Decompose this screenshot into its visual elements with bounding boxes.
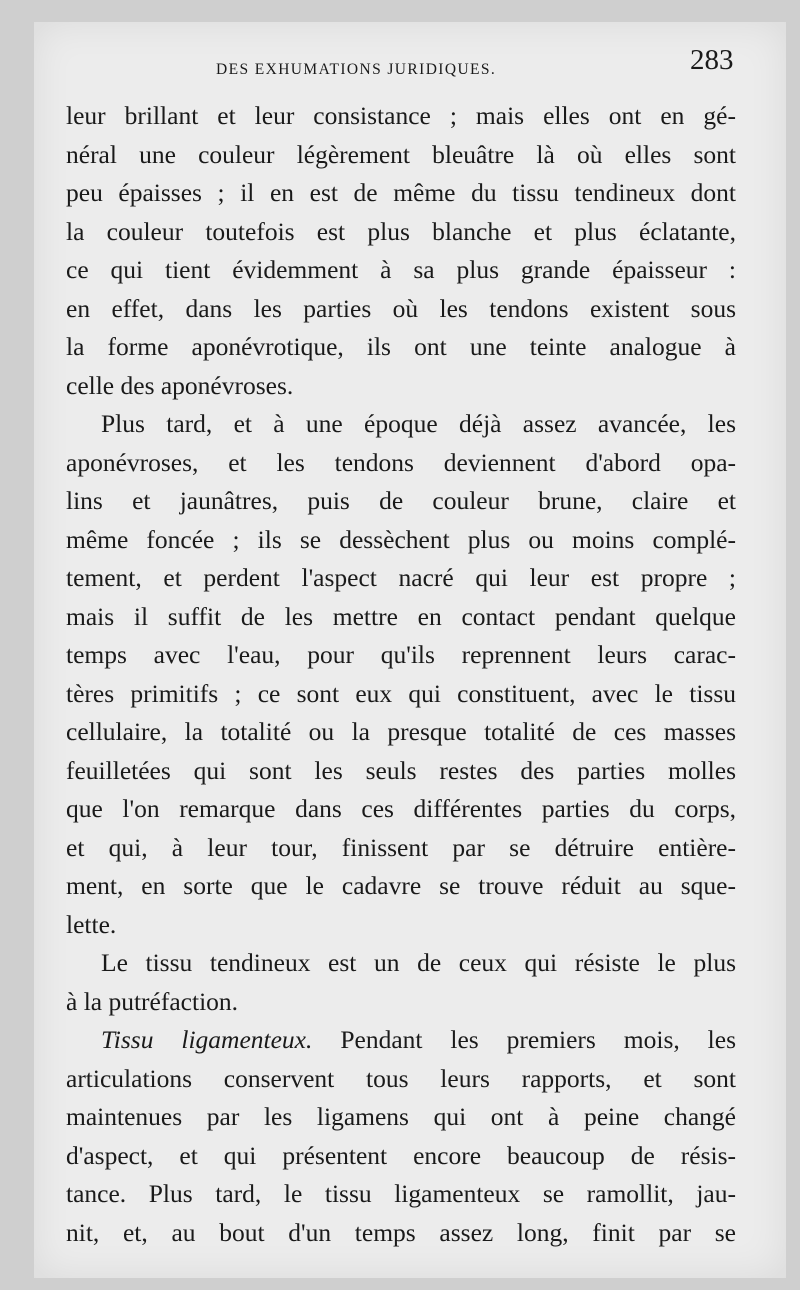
page-number: 283: [690, 44, 734, 76]
section-heading: Tissu ligamenteux.: [101, 1025, 313, 1054]
text-line: ment, en sorte que le cadavre se trouve réduit au sque-: [66, 871, 736, 900]
text-line: que l'on remarque dans ces différentes parties du corps,: [66, 794, 736, 823]
text-line: feuilletées qui sont les seuls restes des parties molles: [66, 756, 736, 785]
text-line: maintenues par les ligamens qui ont à peine changé: [66, 1102, 736, 1131]
text-line: Pendant les premiers mois, les: [340, 1025, 736, 1054]
text-line: en effet, dans les parties où les tendons existent sous: [66, 294, 736, 323]
text-line: nit, et, au bout d'un temps assez long, finit par se: [66, 1218, 736, 1247]
text-line: la forme aponévrotique, ils ont une teinte analogue à: [66, 332, 736, 361]
text-line: mais il suffit de les mettre en contact pendant quelque: [66, 602, 736, 631]
text-line: à la putréfaction.: [66, 987, 239, 1016]
text-line: articulations conservent tous leurs rapports, et sont: [66, 1064, 736, 1093]
text-line: leur brillant et leur consistance ; mais elles ont en gé-: [66, 101, 736, 130]
text-line: tement, et perdent l'aspect nacré qui leur est propre ;: [66, 563, 736, 592]
text-line: Plus tard, et à une époque déjà assez avancée, les: [101, 409, 736, 438]
text-line: Le tissu tendineux est un de ceux qui résiste le plus: [101, 948, 736, 977]
page-header: [0, 0, 800, 90]
running-title: DES EXHUMATIONS JURIDIQUES.: [216, 61, 497, 78]
text-line: et qui, à leur tour, finissent par se détruire entière-: [66, 833, 736, 862]
section-line: [101, 1025, 736, 1055]
text-line: tance. Plus tard, le tissu ligamenteux se ramollit, jau-: [66, 1179, 736, 1208]
text-line: temps avec l'eau, pour qu'ils reprennent leurs carac-: [66, 640, 736, 669]
text-line: même foncée ; ils se dessèchent plus ou moins complé-: [66, 525, 736, 554]
text-line: aponévroses, et les tendons deviennent d'abord opa-: [66, 448, 736, 477]
text-line: peu épaisses ; il en est de même du tissu tendineux dont: [66, 178, 736, 207]
text-line: d'aspect, et qui présentent encore beaucoup de résis-: [66, 1141, 736, 1170]
text-line: lins et jaunâtres, puis de couleur brune, claire et: [66, 486, 736, 515]
text-line: ce qui tient évidemment à sa plus grande épaisseur :: [66, 255, 736, 284]
text-line: celle des aponévroses.: [66, 371, 294, 400]
text-line: lette.: [66, 910, 117, 939]
text-line: la couleur toutefois est plus blanche et plus éclatante,: [66, 217, 736, 246]
text-line: cellulaire, la totalité ou la presque totalité de ces masses: [66, 717, 736, 746]
text-line: tères primitifs ; ce sont eux qui constituent, avec le tissu: [66, 679, 736, 708]
text-line: néral une couleur légèrement bleuâtre là où elles sont: [66, 140, 736, 169]
